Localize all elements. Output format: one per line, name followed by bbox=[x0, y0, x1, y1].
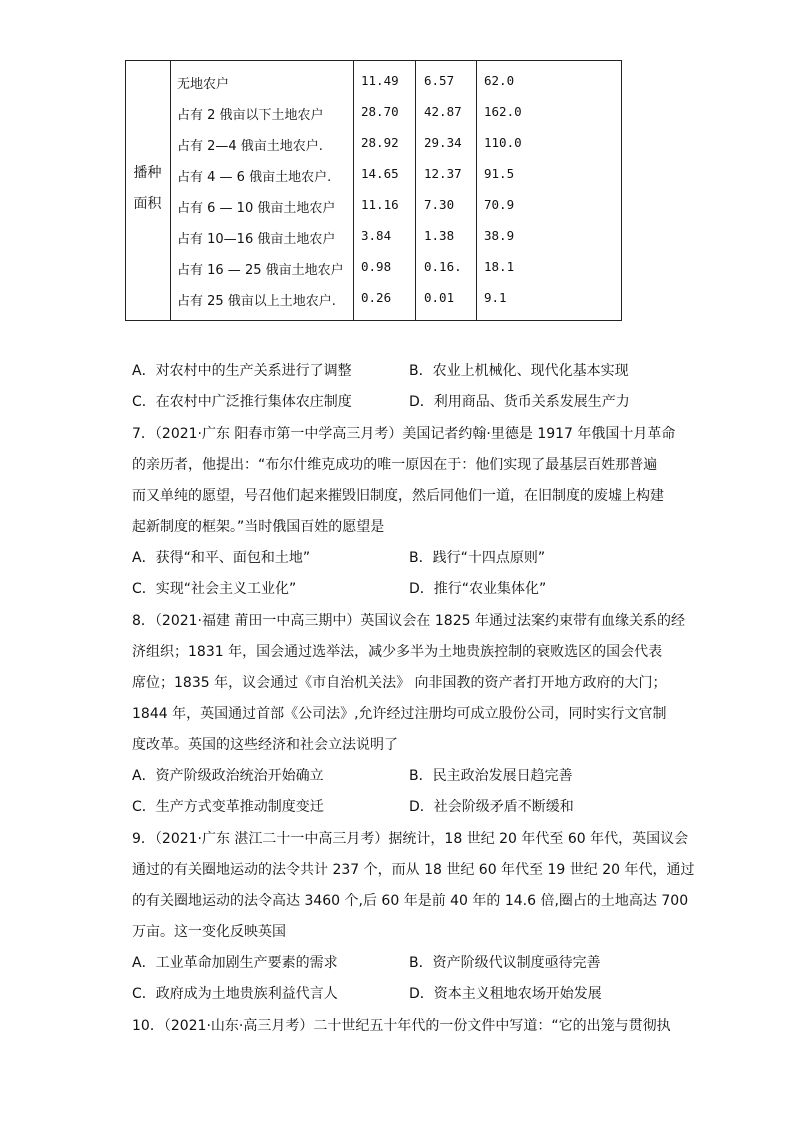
q9-option-a: A．工业革命加剧生产要素的需求 bbox=[132, 955, 338, 971]
q8-option-a: A．资产阶级政治统治开始确立 bbox=[132, 768, 324, 784]
row-value-1: 3.84 bbox=[361, 228, 392, 243]
q9-stem-line: 通过的有关圈地运动的法令共计 237 个，而从 18 世纪 60 年代至 19 世纪 20 年代，通过 bbox=[132, 862, 695, 878]
row-label: 占有 16 — 25 俄亩土地农户 bbox=[177, 263, 344, 278]
q8-stem-line: 度改革。英国的这些经济和社会立法说明了 bbox=[132, 737, 398, 753]
q8-option-b: B．民主政治发展日趋完善 bbox=[409, 768, 573, 784]
q7-option-b: B．践行“十四点原则” bbox=[409, 550, 546, 566]
q9-option-b: B．资产阶级代议制度亟待完善 bbox=[409, 955, 601, 971]
row-value-1: 11.16 bbox=[361, 197, 399, 212]
row-value-3: 9.1 bbox=[484, 290, 507, 305]
table-row bbox=[125, 283, 622, 314]
table-row bbox=[125, 66, 622, 97]
row-value-3: 62.0 bbox=[484, 73, 515, 88]
q7-stem-line: 而又单纯的愿望，号召他们起来摧毁旧制度，然后同他们一道，在旧制度的废墟上构建 bbox=[132, 488, 664, 504]
q9-stem-line: 的有关圈地运动的法令高达 3460 个,后 60 年是前 40 年的 14.6 倍,圈占的土地高达 700 bbox=[132, 893, 689, 909]
row-value-3: 18.1 bbox=[484, 259, 515, 274]
q6-option-b: B．农业上机械化、现代化基本实现 bbox=[409, 363, 629, 379]
q8-option-c: C．生产方式变革推动制度变迁 bbox=[132, 799, 324, 815]
row-label: 占有 25 俄亩以上土地农户. bbox=[177, 294, 336, 309]
table-row bbox=[125, 252, 622, 283]
table-row bbox=[125, 128, 622, 159]
row-value-2: 0.01 bbox=[424, 290, 455, 305]
data-table bbox=[125, 60, 622, 321]
q10-stem-line: 10．（2021·山东·高三月考）二十世纪五十年代的一份文件中写道：“它的出笼与贯彻执 bbox=[132, 1018, 671, 1034]
q9-option-c: C．政府成为土地贵族利益代言人 bbox=[132, 986, 338, 1002]
row-value-2: 0.16. bbox=[424, 259, 462, 274]
row-label: 占有 6 — 10 俄亩土地农户 bbox=[177, 201, 336, 216]
row-value-2: 1.38 bbox=[424, 228, 455, 243]
row-label: 占有 2 俄亩以下土地农户 bbox=[177, 108, 324, 123]
row-value-1: 11.49 bbox=[361, 73, 399, 88]
q8-stem-line: 8．（2021·福建 莆田一中高三期中）英国议会在 1825 年通过法案约束带有血缘关系的经 bbox=[132, 613, 685, 629]
row-label: 无地农户 bbox=[177, 77, 230, 92]
row-value-3: 70.9 bbox=[484, 197, 515, 212]
row-label: 占有 10—16 俄亩土地农户 bbox=[177, 232, 336, 247]
row-value-1: 0.26 bbox=[361, 290, 392, 305]
q8-stem-line: 席位；1835 年，议会通过《市自治机关法》 向非国教的资产者打开地方政府的大门； bbox=[132, 675, 667, 691]
row-value-2: 42.87 bbox=[424, 104, 462, 119]
row-value-1: 28.70 bbox=[361, 104, 399, 119]
table-row bbox=[125, 221, 622, 252]
q7-option-a: A．获得“和平、面包和土地” bbox=[132, 550, 311, 566]
q9-stem-line: 万亩。这一变化反映英国 bbox=[132, 924, 286, 940]
row-label: 占有 4 — 6 俄亩土地农户. bbox=[177, 170, 332, 185]
q7-stem-line: 7．（2021·广东 阳春市第一中学高三月考）美国记者约翰·里德是 1917 年俄国十月革命 bbox=[132, 426, 676, 442]
row-value-2: 7.30 bbox=[424, 197, 455, 212]
row-value-3: 110.0 bbox=[484, 135, 522, 150]
q7-stem-line: 的亲历者，他提出：“布尔什维克成功的唯一原因在于：他们实现了最基层百姓那普遍 bbox=[132, 457, 658, 473]
table-category-label: 播种 面积 bbox=[133, 165, 162, 212]
table-row bbox=[125, 190, 622, 221]
table-row bbox=[125, 97, 622, 128]
q6-option-c: C．在农村中广泛推行集体农庄制度 bbox=[132, 394, 352, 410]
q6-option-d: D．利用商品、货币关系发展生产力 bbox=[409, 394, 630, 410]
row-value-1: 14.65 bbox=[361, 166, 399, 181]
q7-option-d: D．推行“农业集体化” bbox=[409, 581, 547, 597]
row-value-2: 12.37 bbox=[424, 166, 462, 181]
q8-stem-line: 1844 年，英国通过首部《公司法》,允许经过注册均可成立股份公司，同时实行文官制 bbox=[132, 706, 667, 722]
q9-stem-line: 9．（2021·广东 湛江二十一中高三月考）据统计，18 世纪 20 年代至 60 年代，英国议会 bbox=[132, 831, 689, 847]
q8-stem-line: 济组织；1831 年，国会通过选举法，减少多半为土地贵族控制的衰败选区的国会代表 bbox=[132, 644, 663, 660]
row-value-2: 29.34 bbox=[424, 135, 462, 150]
q7-stem-line: 起新制度的框架。”当时俄国百姓的愿望是 bbox=[132, 519, 385, 535]
table-row bbox=[125, 159, 622, 190]
row-value-3: 162.0 bbox=[484, 104, 522, 119]
row-value-3: 91.5 bbox=[484, 166, 515, 181]
row-value-1: 28.92 bbox=[361, 135, 399, 150]
row-value-1: 0.98 bbox=[361, 259, 392, 274]
q6-option-a: A．对农村中的生产关系进行了调整 bbox=[132, 363, 352, 379]
q7-option-c: C．实现“社会主义工业化” bbox=[132, 581, 297, 597]
row-value-3: 38.9 bbox=[484, 228, 515, 243]
q9-option-d: D．资本主义租地农场开始发展 bbox=[409, 986, 602, 1002]
q8-option-d: D．社会阶级矛盾不断缓和 bbox=[409, 799, 574, 815]
row-label: 占有 2—4 俄亩土地农户. bbox=[177, 139, 323, 154]
row-value-2: 6.57 bbox=[424, 73, 455, 88]
